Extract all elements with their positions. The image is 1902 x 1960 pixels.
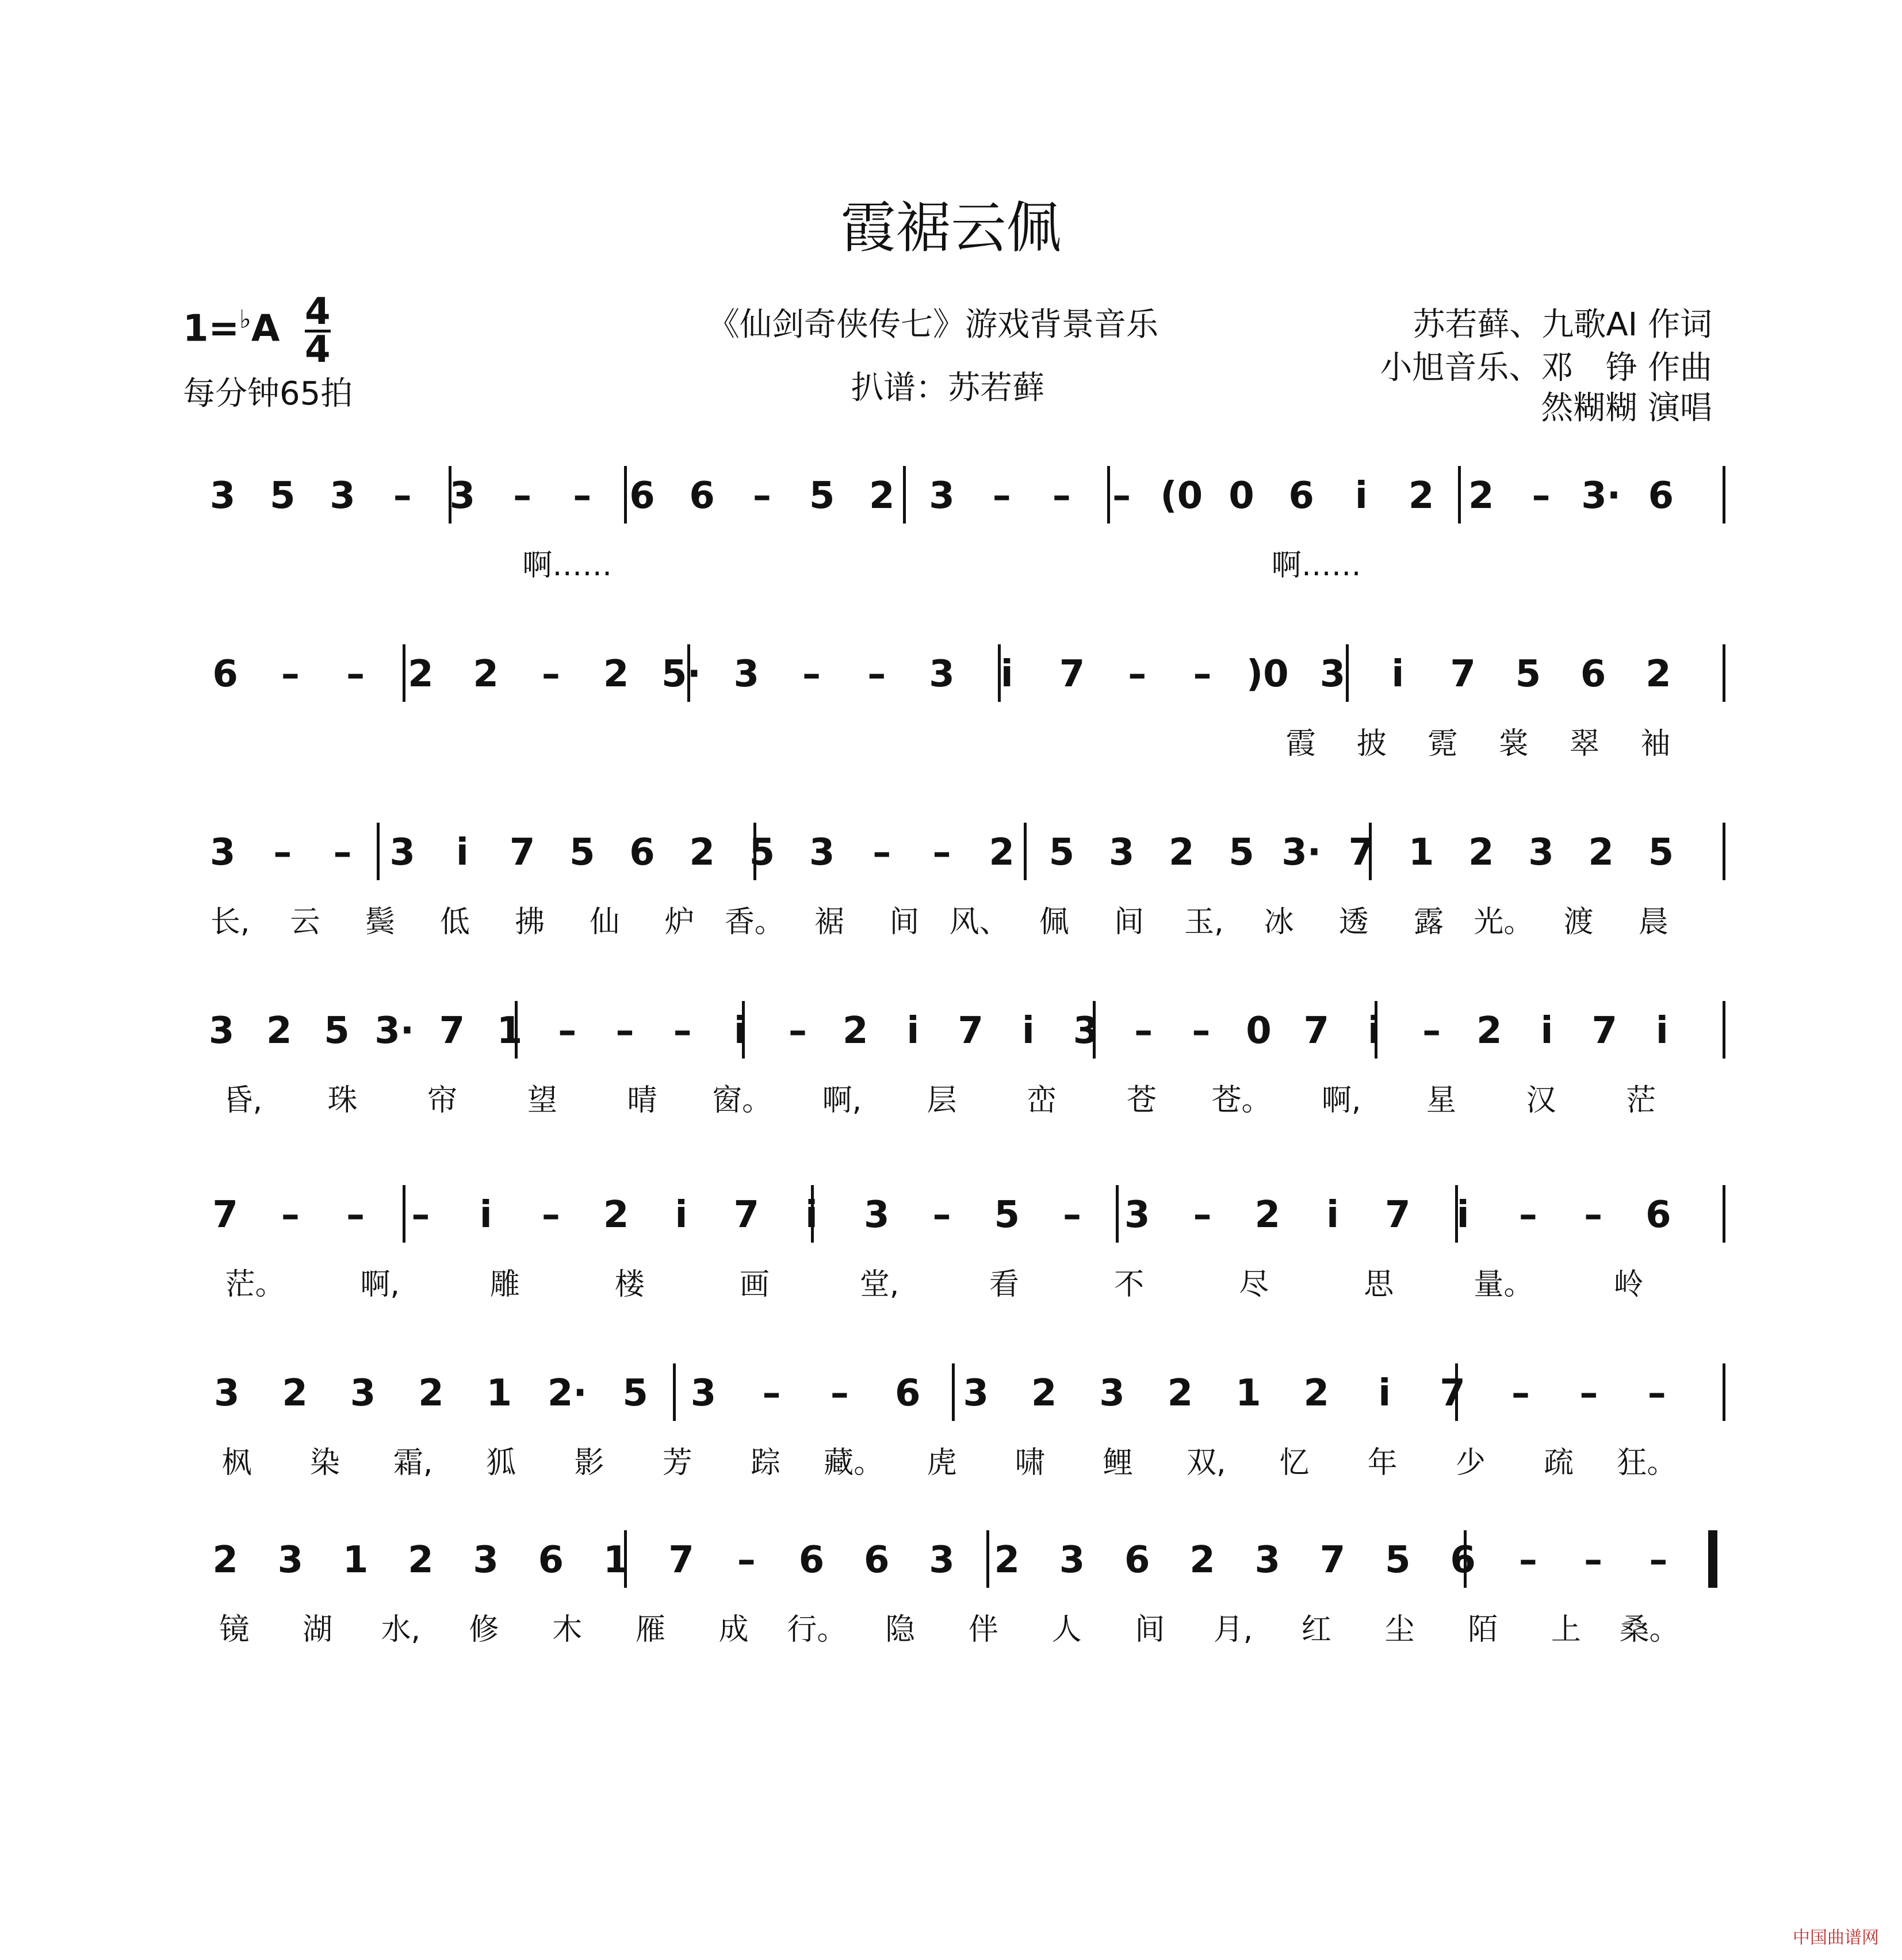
lyric: 裾 [814, 905, 845, 939]
note: 3 [929, 1539, 955, 1581]
note: 3 [1059, 1539, 1085, 1581]
lyric: 珠 [327, 1083, 358, 1118]
note: – [1511, 1372, 1530, 1415]
note: 5 [809, 475, 835, 517]
barline [403, 1185, 405, 1243]
lyric: 啊…… [522, 548, 613, 583]
lyric: 成 [718, 1613, 749, 1647]
lyric: 影 [574, 1446, 604, 1480]
note: 6 [629, 831, 655, 874]
lyric: 看 [989, 1267, 1020, 1302]
note: 2 [408, 1539, 434, 1581]
note: – [281, 653, 300, 696]
lyric: 双, [1186, 1446, 1226, 1480]
lyric: 疏 [1544, 1446, 1574, 1480]
barline [1708, 1530, 1717, 1588]
note: – [673, 1010, 692, 1052]
note: – [762, 1372, 781, 1415]
song-title: 霞裾云佩 [840, 196, 1062, 260]
note: – [1518, 1194, 1537, 1236]
lyric: 间 [889, 905, 920, 939]
note: 5 [1048, 831, 1075, 874]
lyric: 尽 [1239, 1267, 1269, 1302]
note: – [867, 653, 886, 696]
note: i [479, 1194, 492, 1236]
note: 2 [989, 831, 1015, 874]
note: 2 [1588, 831, 1614, 874]
note: 6 [798, 1539, 825, 1581]
note: 3 [208, 1010, 235, 1052]
note: – [393, 475, 412, 517]
lyric: 风、 [949, 905, 1009, 939]
lyric: 陌 [1468, 1613, 1498, 1647]
lyric: 霞 [1285, 727, 1316, 761]
note: 7 [212, 1194, 238, 1236]
note: 5 [749, 831, 775, 874]
lyric: 量。 [1474, 1267, 1534, 1302]
lyric: 桑。 [1619, 1613, 1679, 1647]
note: – [541, 1194, 560, 1236]
lyric: 木 [552, 1613, 583, 1647]
lyric: 湖 [303, 1613, 333, 1647]
note: – [789, 1010, 808, 1052]
note: 3 [330, 475, 355, 517]
note: 7 [439, 1010, 465, 1052]
lyric: 望 [527, 1083, 557, 1118]
lyric: 虎 [927, 1446, 957, 1480]
note: i [1540, 1010, 1553, 1052]
note: 7 [958, 1010, 983, 1052]
note: 2 [418, 1372, 444, 1415]
lyric: 鲤 [1103, 1446, 1133, 1480]
note: 6 [1124, 1539, 1150, 1581]
lyric: 染 [309, 1446, 340, 1480]
note: 5 [1515, 653, 1541, 696]
note: 7 [1591, 1010, 1617, 1052]
lyric: 霓 [1428, 727, 1458, 761]
lyric: 露 [1414, 905, 1444, 939]
note: (0 [1160, 475, 1203, 517]
note: i [805, 1194, 818, 1236]
note: 2 [1468, 831, 1494, 874]
note: – [1532, 475, 1551, 517]
lyric: 炉 [664, 905, 695, 939]
flat-sign: ♭ [239, 305, 251, 334]
credit-lyrics: 苏若藓、九歌AI 作词 [1413, 306, 1712, 343]
lyric: 啊, [1321, 1083, 1361, 1118]
lyric: 长, [210, 905, 250, 939]
note: – [1649, 1539, 1668, 1581]
note: – [513, 475, 532, 517]
note: 2 [473, 653, 499, 696]
lyric: 仙 [590, 905, 620, 939]
note: 2 [1645, 653, 1671, 696]
lyric: 隐 [885, 1613, 916, 1647]
lyric: 岭 [1613, 1267, 1644, 1302]
lyric: 汉 [1526, 1083, 1556, 1118]
lyric: 狐 [486, 1446, 516, 1480]
lyric: 佩 [1039, 905, 1069, 939]
note: 5 [569, 831, 595, 874]
barline [673, 1363, 676, 1421]
note: – [346, 1194, 365, 1236]
lyric: 行。 [787, 1613, 847, 1647]
barline [624, 466, 627, 524]
barline [1723, 823, 1725, 880]
lyric: 年 [1367, 1446, 1398, 1480]
note: – [830, 1372, 849, 1415]
note: – [1112, 475, 1131, 517]
note: 5 [994, 1194, 1020, 1236]
note: 2 [1476, 1010, 1502, 1052]
lyric: 裳 [1498, 727, 1529, 761]
note: – [1192, 1010, 1211, 1052]
note: i [1326, 1194, 1340, 1236]
note: 5 [1229, 831, 1254, 874]
note: 3· [374, 1010, 415, 1052]
barline [1723, 1363, 1725, 1421]
lyric: 雕 [489, 1267, 520, 1302]
lyric: 披 [1356, 727, 1387, 761]
barline [903, 466, 906, 524]
note: i [1021, 1010, 1035, 1052]
note: 2 [1031, 1372, 1057, 1415]
tempo: 每分钟65拍 [183, 375, 353, 412]
lyric: 茫。 [225, 1267, 285, 1302]
note: i [1000, 653, 1013, 696]
transcriber: 扒谱：苏若藓 [851, 369, 1044, 407]
note: 5· [661, 653, 701, 696]
note: – [541, 653, 560, 696]
lyric: 忆 [1279, 1446, 1310, 1480]
note: i [733, 1010, 747, 1052]
lyric: 星 [1426, 1083, 1456, 1118]
note: 3 [1319, 653, 1346, 696]
note: 6 [863, 1539, 890, 1581]
note: 6 [1648, 475, 1674, 517]
lyric: 枫 [221, 1446, 252, 1480]
lyric: 透 [1338, 905, 1369, 939]
note: 3 [1099, 1372, 1125, 1415]
note: 7 [1450, 653, 1476, 696]
barline [1458, 466, 1461, 524]
note: – [411, 1194, 430, 1236]
note: 2 [1189, 1539, 1215, 1581]
barline [1346, 644, 1349, 702]
time-signature [305, 291, 331, 371]
lyric: 峦 [1027, 1083, 1057, 1118]
lyric: 月, [1213, 1613, 1253, 1647]
note: 3· [1281, 831, 1322, 874]
lyric: 芳 [662, 1446, 692, 1480]
note: 6 [1645, 1194, 1671, 1236]
note: – [1128, 653, 1147, 696]
note: 2 [408, 653, 434, 696]
lyric: 茫 [1626, 1083, 1656, 1118]
note: 2 [1167, 1372, 1193, 1415]
barline [1723, 1185, 1725, 1243]
note: 3 [389, 831, 415, 874]
note: i [1354, 475, 1368, 517]
note: 3 [863, 1194, 890, 1236]
note: 3 [277, 1539, 304, 1581]
lyric: 少 [1455, 1446, 1486, 1480]
lyric: 水, [381, 1613, 421, 1647]
note: 7 [1348, 831, 1375, 874]
note: 2 [689, 831, 715, 874]
note: 3· [1581, 475, 1621, 517]
note: 3 [809, 831, 835, 874]
barline [403, 644, 405, 702]
note: 2 [1468, 475, 1494, 517]
note: i [1456, 1194, 1469, 1236]
note: 3 [929, 653, 955, 696]
note: – [802, 653, 821, 696]
lyric: 拂 [515, 905, 545, 939]
note: 3 [929, 475, 955, 517]
note: 3 [1254, 1539, 1281, 1581]
barline [1116, 1185, 1119, 1243]
barline [952, 1363, 955, 1421]
note: 6 [689, 475, 715, 517]
note: 6 [538, 1539, 564, 1581]
note: – [573, 475, 592, 517]
lyric: 狂。 [1617, 1446, 1677, 1480]
note: – [1052, 475, 1071, 517]
note: – [1647, 1372, 1666, 1415]
note: 7 [733, 1194, 759, 1236]
lyric: 镜 [219, 1613, 250, 1647]
note: 2 [282, 1372, 308, 1415]
lyric: 昏, [223, 1083, 263, 1118]
note: 5 [1648, 831, 1674, 874]
key-note: A [251, 307, 280, 350]
key-prefix: 1= [183, 307, 240, 350]
note: 2 [212, 1539, 238, 1581]
note: 0 [1246, 1010, 1272, 1052]
lyric: 翠 [1569, 727, 1600, 761]
note: 3 [733, 653, 759, 696]
time-bottom: 4 [305, 328, 331, 371]
lyric: 冰 [1264, 905, 1294, 939]
lyric: 藏。 [824, 1446, 884, 1480]
note: 5 [1385, 1539, 1411, 1581]
note: 3 [209, 475, 236, 517]
note: 0 [1229, 475, 1254, 517]
lyric: 袖 [1640, 727, 1671, 761]
note: 2· [547, 1372, 587, 1415]
note: i [1367, 1010, 1380, 1052]
note: – [281, 1194, 300, 1236]
lyric: 云 [290, 905, 320, 939]
note: – [1579, 1372, 1598, 1415]
note: 2 [1408, 475, 1434, 517]
note: – [1134, 1010, 1153, 1052]
note: 5 [324, 1010, 350, 1052]
lyric: 间 [1135, 1613, 1165, 1647]
note: 7 [1059, 653, 1085, 696]
note: – [992, 475, 1011, 517]
lyric: 雁 [635, 1613, 665, 1647]
note: – [273, 831, 292, 874]
lyric: 啸 [1015, 1446, 1045, 1480]
note: – [346, 653, 365, 696]
lyric: 帘 [427, 1083, 458, 1118]
lyric: 楼 [614, 1267, 645, 1302]
note: 3 [350, 1372, 376, 1415]
lyric: 渡 [1563, 905, 1594, 939]
lyric: 不 [1114, 1267, 1145, 1302]
key-signature [183, 305, 280, 350]
note: 5 [270, 475, 296, 517]
note: – [1193, 1194, 1212, 1236]
note: – [1063, 1194, 1082, 1236]
note: 6 [1450, 1539, 1476, 1581]
barline [986, 1530, 989, 1588]
note: 1 [342, 1539, 369, 1581]
note: 3 [963, 1372, 989, 1415]
note: 3 [690, 1372, 717, 1415]
note: 1 [496, 1010, 523, 1052]
note: )0 [1246, 653, 1289, 696]
note: 3 [1108, 831, 1135, 874]
note: 6 [1288, 475, 1314, 517]
barline [1723, 1001, 1725, 1059]
note: i [456, 831, 469, 874]
subtitle: 《仙剑奇侠传七》游戏背景音乐 [707, 306, 1158, 343]
note: 3 [473, 1539, 499, 1581]
note: 2 [1169, 831, 1195, 874]
lyric: 霜, [393, 1446, 433, 1480]
note: 3 [213, 1372, 240, 1415]
lyric: 鬓 [365, 905, 395, 939]
note: 3 [1073, 1010, 1099, 1052]
note: 2 [603, 1194, 629, 1236]
note: 2 [869, 475, 895, 517]
lyric: 香。 [724, 905, 784, 939]
note: – [737, 1539, 756, 1581]
lyric: 低 [439, 905, 470, 939]
lyric: 尘 [1384, 1613, 1415, 1647]
note: i [1655, 1010, 1668, 1052]
note: – [752, 475, 771, 517]
note: 2 [603, 653, 629, 696]
barline [377, 823, 380, 880]
note: – [615, 1010, 634, 1052]
lyric: 苍 [1126, 1083, 1157, 1118]
note: – [1584, 1539, 1603, 1581]
note: 1 [603, 1539, 629, 1581]
note: 2 [266, 1010, 292, 1052]
credit-music: 小旭音乐、邓 铮 作曲 [1380, 349, 1712, 387]
lyric: 晨 [1638, 905, 1668, 939]
lyric: 苍。 [1211, 1083, 1272, 1118]
note: 6 [212, 653, 238, 696]
watermark: 中国曲谱网 [1793, 1928, 1879, 1948]
lyric: 踪 [751, 1446, 781, 1480]
note: – [1193, 653, 1212, 696]
note: i [1378, 1372, 1391, 1415]
note: 7 [1440, 1372, 1465, 1415]
note: – [333, 831, 352, 874]
lyric: 层 [927, 1083, 957, 1118]
lyric: 堂, [859, 1267, 900, 1302]
note: 2 [1254, 1194, 1281, 1236]
credit-singer: 然糊糊 演唱 [1541, 389, 1712, 427]
note: – [1422, 1010, 1441, 1052]
lyric: 画 [739, 1267, 770, 1302]
note: 6 [1580, 653, 1606, 696]
lyric: 窗。 [712, 1083, 772, 1118]
lyric: 思 [1364, 1267, 1394, 1302]
note: 7 [1385, 1194, 1411, 1236]
note: – [1584, 1194, 1603, 1236]
note: 1 [1235, 1372, 1261, 1415]
lyric: 光。 [1474, 905, 1534, 939]
note: i [906, 1010, 920, 1052]
note: 6 [629, 475, 655, 517]
lyric: 玉, [1184, 905, 1224, 939]
barline [1107, 466, 1110, 524]
note: i [1391, 653, 1405, 696]
barline [1723, 466, 1725, 524]
lyric: 啊…… [1271, 548, 1361, 583]
note: – [932, 1194, 951, 1236]
note: – [932, 831, 951, 874]
lyric: 人 [1051, 1613, 1082, 1647]
note: 3 [1124, 1194, 1150, 1236]
note: i [675, 1194, 688, 1236]
note: 7 [1319, 1539, 1346, 1581]
lyric: 伴 [968, 1613, 998, 1647]
note: 7 [668, 1539, 694, 1581]
note: – [872, 831, 891, 874]
note: 2 [994, 1539, 1020, 1581]
note: 3 [449, 475, 476, 517]
lyric: 红 [1301, 1613, 1331, 1647]
note: 7 [509, 831, 535, 874]
lyric: 啊, [360, 1267, 400, 1302]
note: 2 [1303, 1372, 1330, 1415]
note: 3 [1528, 831, 1554, 874]
lyric: 上 [1551, 1613, 1581, 1647]
time-top: 4 [305, 291, 331, 333]
note: 5 [622, 1372, 648, 1415]
lyric: 修 [469, 1613, 499, 1647]
note: 3 [209, 831, 236, 874]
barline [1024, 823, 1027, 880]
note: 6 [895, 1372, 921, 1415]
note: 7 [1303, 1010, 1330, 1052]
lyric: 间 [1114, 905, 1145, 939]
lyric: 晴 [627, 1083, 657, 1118]
note: 2 [842, 1010, 868, 1052]
lyric: 啊, [822, 1083, 862, 1118]
note: – [1518, 1539, 1537, 1581]
note: 1 [486, 1372, 512, 1415]
note: 1 [1408, 831, 1434, 874]
note: – [558, 1010, 577, 1052]
barline [1723, 644, 1725, 702]
